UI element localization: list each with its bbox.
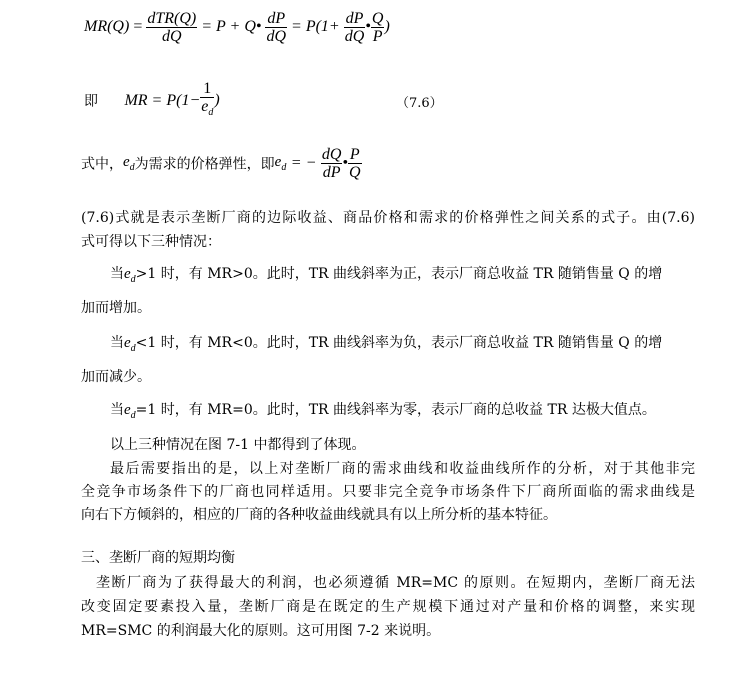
fraction-numerator: P — [349, 146, 360, 163]
ed-base: e — [274, 154, 282, 170]
elasticity-definition — [81, 146, 362, 181]
formula-mid2: = P(1+ — [291, 18, 340, 36]
ed-base: e — [124, 266, 131, 282]
ed-base: e — [123, 154, 130, 170]
case-3-line — [110, 400, 695, 426]
fraction-dp-dq-2 — [344, 10, 366, 45]
fraction-denominator: dQ — [344, 28, 365, 45]
paragraph-line: 全竞争市场条件下的厂商也同样适用。只要非完全竞争市场条件下厂商所面临的需求曲线是 — [81, 484, 695, 500]
ed-sub: d — [130, 343, 136, 354]
fraction-denominator: P — [372, 28, 383, 45]
equation-number: （7.6） — [396, 96, 443, 111]
fraction-dq-dp — [321, 146, 343, 181]
paragraph-line: 式可得以下三种情况： — [81, 234, 221, 250]
paragraph-line: 以上三种情况在图 7-1 中都得到了体现。 — [110, 437, 366, 453]
paragraph-line: 最后需要指出的是，以上对垄断厂商的需求曲线和收益曲线所作的分析，对于其他非完 — [110, 461, 695, 477]
fraction-dp-dq — [265, 10, 287, 45]
case-prefix: 当 — [110, 335, 124, 351]
case-prefix: 当 — [110, 266, 124, 282]
paragraph-line: 改变固定要素投入量，垄断厂商是在既定的生产规模下通过对产量和价格的调整，来实现 — [81, 599, 695, 615]
fraction-dtr-dq — [146, 10, 197, 45]
ed-symbol-lhs — [274, 154, 287, 173]
ed-sub: d — [281, 162, 287, 173]
paragraph-line: 加而增加。 — [81, 300, 151, 316]
formula-close: ) — [384, 18, 390, 36]
case-rest: <1 时，有 MR<0。此时，TR 曲线斜率为负，表示厂商总收益 TR 随销售量 Q 的增 — [135, 335, 663, 351]
def-dot: • — [342, 154, 349, 172]
case-prefix: 当 — [110, 402, 124, 418]
section-heading: 三、垄断厂商的短期均衡 — [81, 550, 235, 566]
fraction-denominator: Q — [349, 164, 361, 181]
formula-dot: • — [365, 18, 371, 36]
fraction-numerator: dP — [267, 10, 286, 27]
ed-sub: d — [208, 107, 214, 118]
case-rest: >1 时，有 MR>0。此时，TR 曲线斜率为正，表示厂商总收益 TR 随销售量 Q 的增 — [135, 266, 663, 282]
fraction-p-q — [348, 146, 362, 181]
fraction-denominator: dP — [322, 164, 341, 181]
ed-base: e — [124, 402, 131, 418]
ed-symbol — [123, 154, 135, 173]
fraction-one-over-ed — [200, 80, 214, 121]
fraction-denominator — [200, 98, 214, 121]
fraction-numerator: Q — [371, 10, 384, 27]
ed-sub: d — [129, 162, 135, 173]
fraction-denominator: dQ — [162, 28, 182, 45]
formula-eq: = — [133, 18, 143, 36]
fraction-q-p — [371, 10, 385, 45]
formula-close: ) — [214, 91, 220, 109]
fraction-denominator: dQ — [266, 28, 287, 45]
ed-symbol — [124, 402, 136, 421]
case-rest: =1 时，有 MR=0。此时，TR 曲线斜率为零，表示厂商的总收益 TR 达极大值点。 — [135, 402, 656, 418]
formula-mr-elasticity — [84, 80, 220, 121]
ed-symbol — [124, 335, 136, 354]
formula-mr-derivation — [84, 10, 390, 45]
paragraph-line: 向右下方倾斜的，相应的厂商的各种收益曲线就具有以上所分析的基本特征。 — [81, 507, 557, 523]
formula-prefix: 即 — [84, 93, 98, 110]
ed-symbol — [124, 266, 136, 285]
formula-lhs: MR(Q) — [84, 18, 130, 36]
def-text-mid: 为需求的价格弹性，即 — [134, 156, 275, 173]
fraction-numerator: dTR(Q) — [147, 10, 197, 27]
paragraph-line: 加而减少。 — [81, 369, 151, 385]
ed-base: e — [201, 98, 209, 115]
fraction-numerator: 1 — [200, 80, 214, 98]
ed-sub: d — [130, 410, 136, 421]
paragraph-line: (7.6)式就是表示垄断厂商的边际收益、商品价格和需求的价格弹性之间关系的式子。由(7.6) — [81, 210, 695, 226]
def-eq: = − — [290, 154, 317, 172]
ed-sub: d — [130, 274, 136, 285]
fraction-numerator: dP — [345, 10, 364, 27]
case-2-line — [110, 333, 695, 359]
formula-mid1: = P + Q• — [201, 18, 262, 36]
fraction-numerator: dQ — [321, 146, 342, 163]
formula-lhs: MR = P(1− — [124, 91, 201, 109]
def-text-before: 式中， — [81, 156, 123, 173]
case-1-line — [110, 264, 695, 290]
ed-base: e — [124, 335, 131, 351]
paragraph-line: MR=SMC 的利润最大化的原则。这可用图 7-2 来说明。 — [81, 623, 441, 639]
paragraph-line: 垄断厂商为了获得最大的利润，也必须遵循 MR=MC 的原则。在短期内，垄断厂商无法 — [96, 575, 695, 591]
